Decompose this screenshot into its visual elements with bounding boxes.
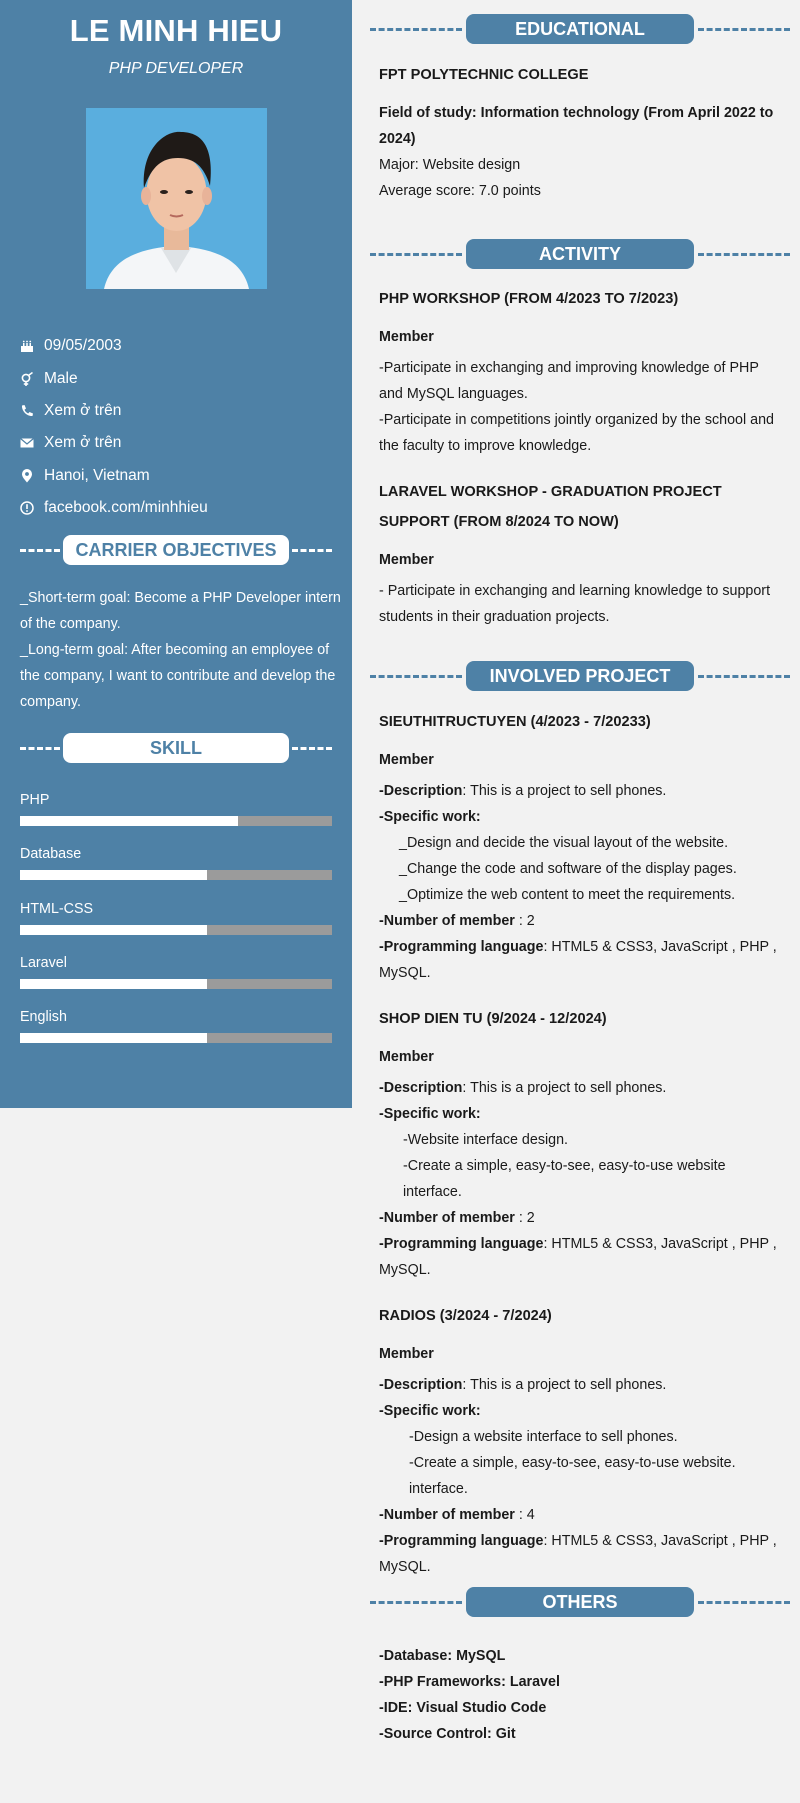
others-item: -Source Control: Git bbox=[379, 1726, 516, 1742]
skill-item bbox=[20, 899, 332, 953]
project-language: -Programming language: HTML5 & CSS3, JavaScript , PHP , MySQL. bbox=[379, 1236, 777, 1278]
email-row bbox=[20, 427, 340, 459]
activity-line: -Participate in competitions jointly organized by the school and the faculty to improve knowledge. bbox=[379, 412, 774, 454]
project-role: Member bbox=[379, 1049, 434, 1065]
skills-list bbox=[20, 790, 332, 1061]
project-members: -Number of member : 4 bbox=[379, 1507, 535, 1523]
education-section bbox=[379, 60, 784, 204]
project-members: -Number of member : 2 bbox=[379, 913, 535, 929]
skill-level-fill bbox=[20, 816, 238, 826]
skill-name: Laravel bbox=[20, 954, 67, 971]
facebook-row bbox=[20, 492, 340, 524]
project-role: Member bbox=[379, 752, 434, 768]
skill-name: PHP bbox=[20, 792, 50, 808]
skill-heading bbox=[20, 733, 332, 763]
project-item bbox=[379, 1004, 784, 1283]
specific-work-label: -Specific work: bbox=[379, 1403, 481, 1419]
activity-line: - Participate in exchanging and learning knowledge to support students in their graduation projects. bbox=[379, 583, 771, 625]
work-item: _Design and decide the visual layout of the website. bbox=[399, 835, 729, 851]
profile-photo bbox=[86, 108, 267, 289]
skill-bar bbox=[20, 925, 332, 935]
short-term-goal: _Short-term goal: Become a PHP Developer intern of the company. bbox=[20, 590, 341, 632]
email-text: Xem ở trên bbox=[44, 434, 122, 452]
project-role: Member bbox=[379, 1346, 434, 1362]
skill-item bbox=[20, 953, 332, 1007]
info-circle-icon bbox=[20, 501, 34, 515]
projects-heading-label: INVOLVED PROJECT bbox=[466, 661, 694, 691]
skill-name: Database bbox=[20, 846, 82, 863]
project-title: SIEUTHITRUCTUYEN (4/2023 - 7/20233) bbox=[379, 714, 651, 730]
skill-item bbox=[20, 844, 332, 898]
project-language: -Programming language: HTML5 & CSS3, JavaScript , PHP , MySQL. bbox=[379, 939, 777, 981]
project-language: -Programming language: HTML5 & CSS3, JavaScript , PHP , MySQL. bbox=[379, 1533, 777, 1575]
activity-title: PHP WORKSHOP (FROM 4/2023 TO 7/2023) bbox=[379, 291, 679, 307]
skill-level-fill bbox=[20, 870, 207, 880]
education-heading-label: EDUCATIONAL bbox=[466, 14, 694, 44]
gender-text: Male bbox=[44, 369, 78, 387]
objectives-heading bbox=[20, 535, 332, 565]
work-item: _Optimize the web content to meet the requirements. bbox=[399, 887, 736, 903]
skill-level-fill bbox=[20, 925, 207, 935]
objectives-text bbox=[20, 585, 342, 715]
candidate-role: PHP DEVELOPER bbox=[108, 60, 244, 77]
others-section bbox=[379, 1643, 784, 1747]
activity-section bbox=[379, 284, 784, 630]
others-heading bbox=[370, 1587, 790, 1617]
field-of-study: Field of study: Information technology (From April 2022 to 2024) bbox=[379, 105, 774, 147]
skill-bar bbox=[20, 1033, 332, 1043]
work-item: -Create a simple, easy-to-see, easy-to-use website interface. bbox=[403, 1158, 726, 1200]
activity-item bbox=[379, 284, 784, 459]
birthday-text: 09/05/2003 bbox=[44, 337, 122, 355]
location-row bbox=[20, 460, 340, 492]
phone-icon bbox=[20, 404, 34, 418]
contact-info bbox=[20, 330, 340, 524]
birthday-row bbox=[20, 330, 340, 362]
skill-name: English bbox=[20, 1009, 67, 1026]
phone-text: Xem ở trên bbox=[44, 401, 122, 419]
education-heading bbox=[370, 14, 790, 44]
facebook-link[interactable]: facebook.com/minhhieu bbox=[44, 499, 208, 517]
candidate-name: LE MINH HIEU bbox=[69, 13, 283, 48]
location-text: Hanoi, Vietnam bbox=[44, 466, 150, 484]
skill-bar bbox=[20, 816, 332, 826]
gender-row bbox=[20, 362, 340, 394]
specific-work-label: -Specific work: bbox=[379, 809, 481, 825]
others-item: -IDE: Visual Studio Code bbox=[379, 1700, 547, 1716]
skill-heading-label: SKILL bbox=[63, 733, 289, 763]
specific-work-label: -Specific work: bbox=[379, 1106, 481, 1122]
envelope-icon bbox=[20, 436, 34, 450]
project-description: -Description: This is a project to sell phones. bbox=[379, 1080, 667, 1096]
sidebar bbox=[0, 0, 352, 1108]
activity-role: Member bbox=[379, 552, 434, 568]
project-description: -Description: This is a project to sell phones. bbox=[379, 783, 667, 799]
objectives-heading-label: CARRIER OBJECTIVES bbox=[63, 535, 289, 565]
work-item: _Change the code and software of the display pages. bbox=[399, 861, 737, 877]
skill-item bbox=[20, 790, 332, 844]
work-item: -Design a website interface to sell phones. bbox=[409, 1429, 678, 1445]
project-title: SHOP DIEN TU (9/2024 - 12/2024) bbox=[379, 1011, 607, 1027]
project-description: -Description: This is a project to sell phones. bbox=[379, 1377, 667, 1393]
others-item: -Database: MySQL bbox=[379, 1648, 506, 1664]
major: Major: Website design bbox=[379, 157, 521, 173]
activity-role: Member bbox=[379, 329, 434, 345]
work-item: -Website interface design. bbox=[403, 1132, 569, 1148]
project-item bbox=[379, 707, 784, 986]
projects-heading bbox=[370, 661, 790, 691]
long-term-goal: _Long-term goal: After becoming an employee of the company, I want to contribute and develop the company. bbox=[20, 642, 336, 710]
skill-level-fill bbox=[20, 979, 207, 989]
project-title: RADIOS (3/2024 - 7/2024) bbox=[379, 1308, 552, 1324]
activity-line: -Participate in exchanging and improving knowledge of PHP and MySQL languages. bbox=[379, 360, 759, 402]
skill-bar bbox=[20, 979, 332, 989]
skill-level-fill bbox=[20, 1033, 207, 1043]
work-item: -Create a simple, easy-to-see, easy-to-use website. interface. bbox=[409, 1455, 736, 1497]
activity-title: LARAVEL WORKSHOP - GRADUATION PROJECT SUPPORT (FROM 8/2024 TO NOW) bbox=[379, 484, 722, 530]
activity-item bbox=[379, 477, 784, 630]
map-pin-icon bbox=[20, 469, 34, 483]
cake-icon bbox=[20, 339, 34, 353]
skill-item bbox=[20, 1007, 332, 1061]
activity-heading bbox=[370, 239, 790, 269]
activity-heading-label: ACTIVITY bbox=[466, 239, 694, 269]
others-heading-label: OTHERS bbox=[466, 1587, 694, 1617]
gender-icon bbox=[20, 372, 34, 386]
projects-section bbox=[379, 707, 784, 1580]
skill-name: HTML-CSS bbox=[20, 900, 94, 917]
school-name: FPT POLYTECHNIC COLLEGE bbox=[379, 67, 589, 83]
others-item: -PHP Frameworks: Laravel bbox=[379, 1674, 560, 1690]
project-item bbox=[379, 1301, 784, 1580]
phone-row bbox=[20, 395, 340, 427]
project-members: -Number of member : 2 bbox=[379, 1210, 535, 1226]
skill-bar bbox=[20, 870, 332, 880]
average-score: Average score: 7.0 points bbox=[379, 183, 541, 199]
